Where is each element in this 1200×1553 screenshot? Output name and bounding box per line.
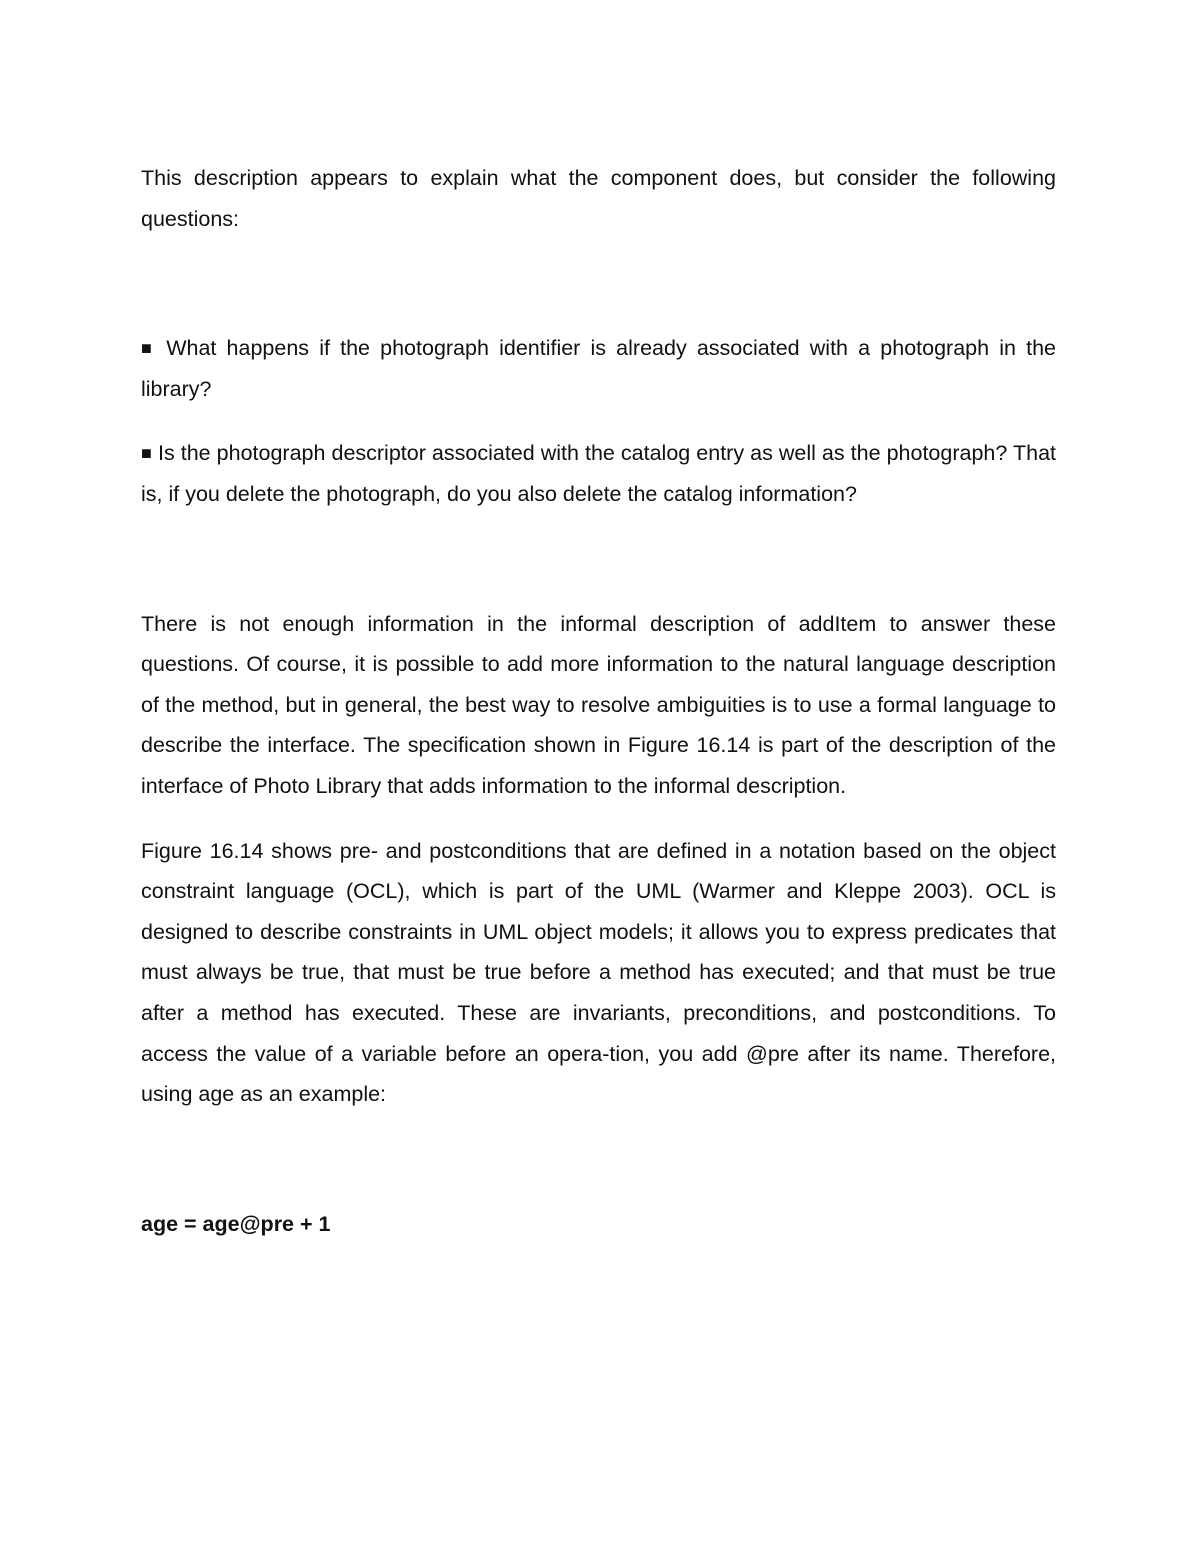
- question-2-item: [141, 433, 1056, 514]
- intro-paragraph: This description appears to explain what the component does, but consider the following questions:: [141, 166, 1056, 231]
- formula-example: age = age@pre + 1: [141, 1211, 331, 1236]
- square-bullet-icon: ■: [141, 443, 152, 464]
- question-2-text: Is the photograph descriptor associated with the catalog entry as well as the photograph? That is, if you delete the photograph, do you also delete the catalog information?: [141, 441, 1057, 506]
- explanation-paragraph: There is not enough information in the informal description of addItem to answer these questions. Of course, it is possible to add more information to the natural language description of the method, but in general, the best way to resolve ambiguities is to use a formal language to describe the interface. The specification shown in Figure 16.14 is part of the description of the interface of Photo Library that adds information to the informal description.: [141, 611, 1056, 798]
- square-bullet-icon: ■: [141, 338, 157, 359]
- question-1-text: What happens if the photograph identifier is already associated with a photograph in the library?: [141, 336, 1056, 401]
- document-body: [141, 158, 1056, 1244]
- ocl-paragraph: Figure 16.14 shows pre- and postconditions that are defined in a notation based on the object constraint language (OCL), which is part of the UML (Warmer and Kleppe 2003). OCL is designed to describe constraints in UML object models; it allows you to express predicates that must always be true, that must be true before a method has executed; and that must be true after a method has executed. These are invariants, preconditions, and postconditions. To access the value of a variable before an opera-tion, you add @pre after its name. Therefore, using age as an example:: [141, 838, 1056, 1107]
- question-1-item: [141, 328, 1056, 409]
